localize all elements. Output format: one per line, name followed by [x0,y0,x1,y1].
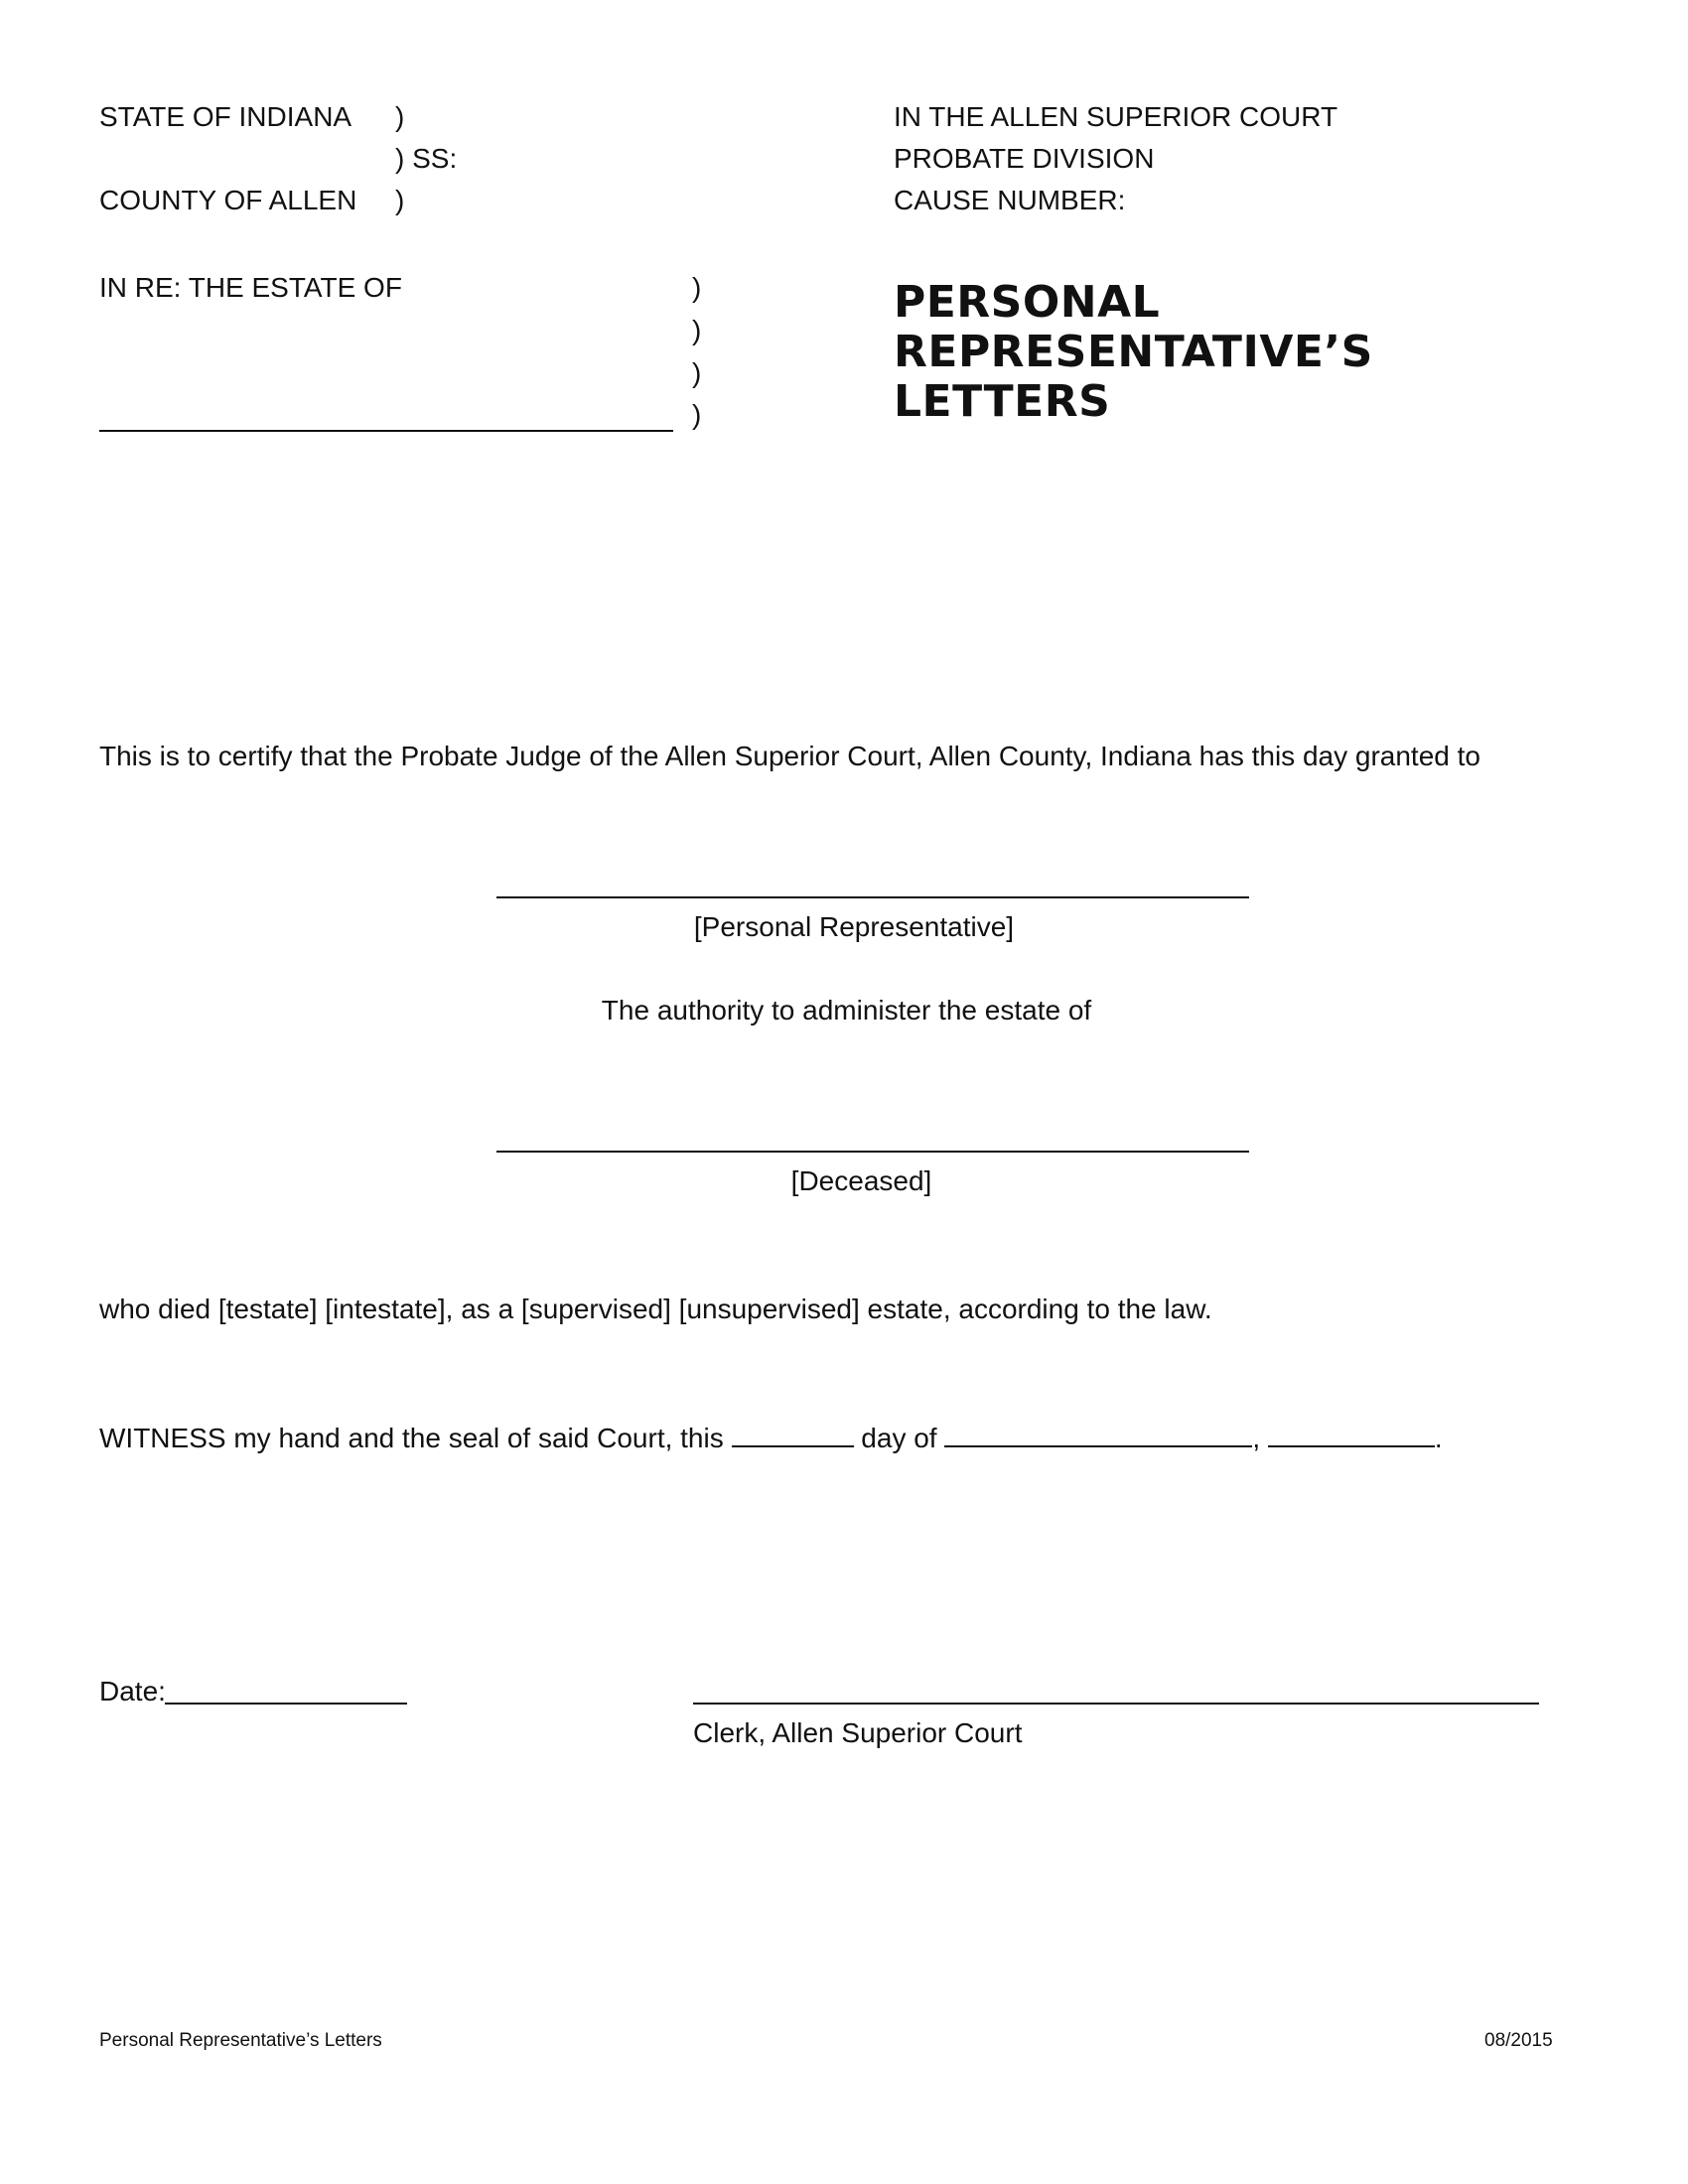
title-line: LETTERS [894,376,1111,427]
clerk-signature-blank[interactable] [693,1703,1539,1705]
witness-day-of: day of [861,1423,937,1453]
deceased-blank[interactable] [496,1151,1249,1153]
in-re-paren: ) [692,399,702,430]
estate-name-blank[interactable] [99,430,673,432]
personal-representative-label: [Personal Representative] [693,911,1015,942]
footer-form-name: Personal Representative’s Letters [99,2030,382,2051]
caption-paren: ) [395,185,405,215]
title-line: PERSONAL [894,277,1161,328]
cause-number-label: CAUSE NUMBER: [894,185,1126,215]
in-re-paren: ) [692,315,702,345]
state-label: STATE OF INDIANA [99,101,352,132]
witness-line [99,1420,1443,1455]
witness-period: . [1434,1423,1443,1453]
month-blank[interactable] [944,1420,1252,1447]
day-blank[interactable] [732,1420,854,1447]
witness-text: WITNESS my hand and the seal of said Court, this [99,1423,724,1453]
in-re-paren: ) [692,357,702,388]
date-label: Date: [99,1676,166,1706]
date-blank[interactable] [165,1703,407,1705]
court-name: IN THE ALLEN SUPERIOR COURT [894,101,1338,132]
year-blank[interactable] [1268,1420,1435,1447]
in-re-paren: ) [692,272,702,303]
authority-text: The authority to administer the estate of [601,995,1092,1025]
deceased-label: [Deceased] [790,1165,932,1196]
division-name: PROBATE DIVISION [894,143,1155,174]
document-title [894,278,1373,427]
personal-representative-blank[interactable] [496,896,1249,898]
certify-paragraph: This is to certify that the Probate Judge of the Allen Superior Court, Allen County, Indiana has this day granted to [99,741,1480,771]
died-paragraph: who died [testate] [intestate], as a [supervised] [unsupervised] estate, according to the law. [99,1294,1212,1324]
footer-revision-date: 08/2015 [1484,2030,1553,2051]
in-re-label: IN RE: THE ESTATE OF [99,272,402,303]
witness-comma: , [1252,1423,1261,1453]
county-label: COUNTY OF ALLEN [99,185,357,215]
title-line: REPRESENTATIVE’S [894,327,1373,377]
caption-paren: ) [395,101,405,132]
clerk-label: Clerk, Allen Superior Court [693,1717,1023,1748]
ss-label: ) SS: [395,143,458,174]
